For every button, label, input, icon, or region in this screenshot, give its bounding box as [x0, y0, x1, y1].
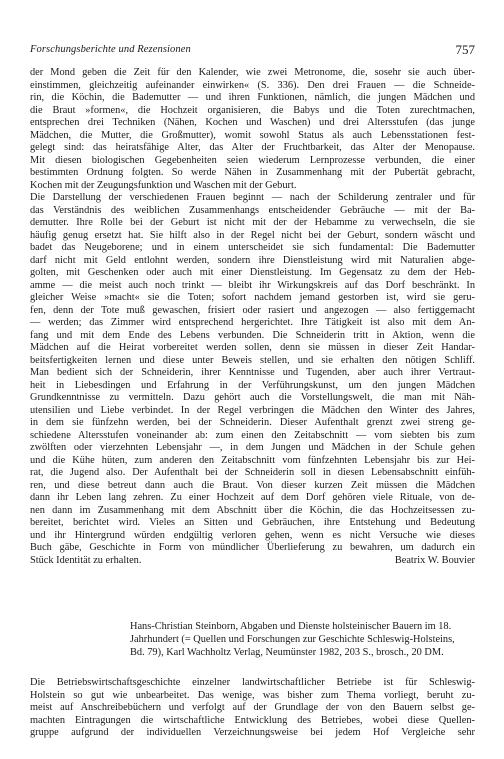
closing-text: Stück Identität zu erhalten.	[30, 554, 142, 566]
text-line: Mädchen, die Mutter, die Großmutter), womit sowohl Status als auch Lebensstationen fest-	[30, 129, 475, 141]
text-line: Mädchen auf die Heirat vorbereitet werden sollen, denn sie müssen in dieser Zeit Handar-	[30, 342, 475, 353]
text-line: — werden; das Zimmer wird entsprechend hergerichtet. Ihre Tätigkeit ist also mit dem An-	[30, 317, 475, 328]
text-line: gelegt sind: das heiratsfähige Alter, das Alter der Fruchtbarkeit, das Alter der Menopause.	[30, 142, 475, 153]
text-line: darf nicht mit Geld entlohnt werden, sondern ihre Dienstleistung wird mit Naturalien abge-	[30, 254, 475, 266]
text-line: fen, denn der Tote muß gewaschen, frisiert oder rasiert und angezogen — also fertiggemacht	[30, 304, 475, 316]
text-line: Holstein so gut wie unbearbeitet. Das wenige, was bisher zum Thema vorliegt, beruht zu-	[30, 689, 475, 701]
reference-line: Jahrhundert (= Quellen und Forschungen zur Geschichte Schleswig-Holsteins,	[130, 634, 455, 646]
text-line: machten Eintragungen die wirtschaftliche Entwicklung des Betriebes, wobei diese Quellen-	[30, 714, 475, 726]
text-line: und die Kühe hüten, zum anderen den Zeitabschnitt vom fünfzehnten Lebensjahr bis zur Hei-	[30, 454, 475, 466]
text-line: und ihr Hintergrund würden endgültig verloren gehen, wenn es nicht Versuche wie dieses	[30, 529, 475, 541]
text-line: Buch gäbe, Geschichte in Form von mündlicher Überlieferung zu bewahren, um dadurch ein	[30, 542, 475, 553]
text-line: ren, und diese betreut dann auch die Braut. Von dieser kurzen Zeit müssen die Mädchen	[30, 479, 475, 491]
text-line: bestimmten Ordnung folgten. So werde Nähen in Zusammenhang mit der Pubertät gebracht,	[30, 167, 475, 178]
text-line: golten, mit Geschenken oder auch mit einer Dienstleistung. Im Gegensatz zu dem der Heb-	[30, 267, 475, 278]
text-line: Die Betriebswirtschaftsgeschichte einzelner landwirtschaftlicher Betriebe ist für Schleswig-	[30, 677, 475, 688]
text-line: fang und mit dem Ende des Lebens verbunden. Die Schneiderin tritt in Aktion, wenn die	[30, 329, 475, 341]
text-line: heit in Liebesdingen und Erfahrung in der Verführungskunst, um den jungen Mädchen	[30, 379, 475, 391]
text-line: amme — die meist auch noch trinkt — bleibt ihr Wirkungskreis auf das Dorf beschränkt. In	[30, 279, 475, 291]
text-line: schiedene Altersstufen voneinander ab: zum einen den Zeitabschnitt — vom siebten bis zum	[30, 429, 475, 441]
text-line: das Verständnis des weiblichen Zusammenhangs entscheidender Gebräuche — mit der Ba-	[30, 204, 475, 216]
text-line: die Braut »formen«, die Hochzeit organisieren, die Babys und die Toten zurechtmachen,	[30, 104, 475, 116]
reference-line: Hans-Christian Steinborn, Abgaben und Dienste holsteinischer Bauern im 18.	[130, 621, 452, 632]
text-line: einstimmen, gleichzeitig aufeinander einwirken« (S. 336). Den drei Frauen — die Schneide-	[30, 79, 475, 91]
text-line: demutter. Ihre Rolle bei der Geburt ist nicht mit der der Hebamme zu verwechseln, die sie	[30, 217, 475, 228]
text-line: bereitet, berichtet wird. Vieles an Sitten und Gebräuchen, ihre Entstehung und Bedeutung	[30, 517, 475, 528]
page-number: 757	[455, 42, 475, 57]
text-line: utensilien und Liebe verbindet. In der Regel verbringen die Mädchen den Winter des Jahres,	[30, 404, 475, 416]
text-line: zwölften oder vierzehnten Lebensjahr —, in dem Jungen und Mädchen in der Schule gehen	[30, 442, 475, 453]
text-line: rin, die Köchin, die Bademutter — und ihren Funktionen, nämlich, die jungen Mädchen und	[30, 92, 475, 103]
text-line: dann ihr Leben lang zehren. Zu einer Hochzeit auf dem Dorf gehören viele Rituale, von de-	[30, 492, 475, 503]
text-line: nen dann im Zusammenhang mit dem Abschnitt über die Köchin, die das Hochzeitsessen zu-	[30, 504, 475, 516]
page-header	[30, 44, 475, 60]
text-line: badet das Neugeborene; und in einem unterscheidet sie sich fundamental: Die Bademutter	[30, 242, 475, 253]
reference-line: Bd. 79), Karl Wachholtz Verlag, Neumünster 1982, 203 S., brosch., 20 DM.	[130, 647, 444, 659]
text-line: Kochen mit der Zeugungsfunktion und Waschen mit der Geburt.	[30, 179, 297, 191]
text-line: gleicher Weise »macht« sie die Toten; sofort nachdem jemand gestorben ist, wird sie geru-	[30, 292, 475, 303]
running-title: Forschungsberichte und Rezensionen	[30, 44, 191, 55]
text-line: in dem sie fünfzehn werden, bei der Schneiderin. Dieser Aufenthalt grenzt zwei streng ge-	[30, 417, 475, 428]
text-line: häufig genug ersetzt hat. Sie hilft also in der Regel nicht bei der Geburt, sondern wäscht und	[30, 229, 475, 241]
text-line: Man bedient sich der Schneiderin, ihrer Kenntnisse und Tugenden, aber auch ihrer Vertraut-	[30, 367, 475, 378]
text-line: rat, die Jugend also. Der Aufenthalt bei der Schneiderin soll in diesen Lebensabschnitt einfüh-	[30, 467, 475, 478]
text-line: beitsfertigkeiten lernen und diese unter Beweis stellen, und sie erhalten den nötigen Schliff.	[30, 354, 475, 366]
review-closing-line	[30, 555, 475, 567]
text-line: Grundkenntnisse zu vermitteln. Dazu gehört auch die Vorstellungswelt, die man mit Näh-	[30, 392, 475, 403]
text-line: der Mond geben die Zeit für den Kalender, wie zwei Metronome, die, sosehr sie auch über-	[30, 67, 475, 78]
text-line: gruppe aufgrund der individuellen Verzeichnungsweise bei jedem Hof Vergleiche sehr	[30, 727, 475, 739]
text-line: Mit diesen biologischen Gegebenheiten seien wiederum Lernprozesse verbunden, die einer	[30, 154, 475, 166]
text-line: entsprechen drei Techniken (Nähen, Kochen und Waschen) und drei Altersstufen (das junge	[30, 117, 475, 128]
text-line: Die Darstellung der verschiedenen Frauen beginnt — nach der Schilderung zentraler und für	[30, 192, 475, 203]
text-line: meist auf Anschreibebüchern und verfolgt auf der Grundlage der von den Bauern selbst ge-	[30, 702, 475, 714]
reviewer-name: Beatrix W. Bouvier	[394, 554, 475, 566]
